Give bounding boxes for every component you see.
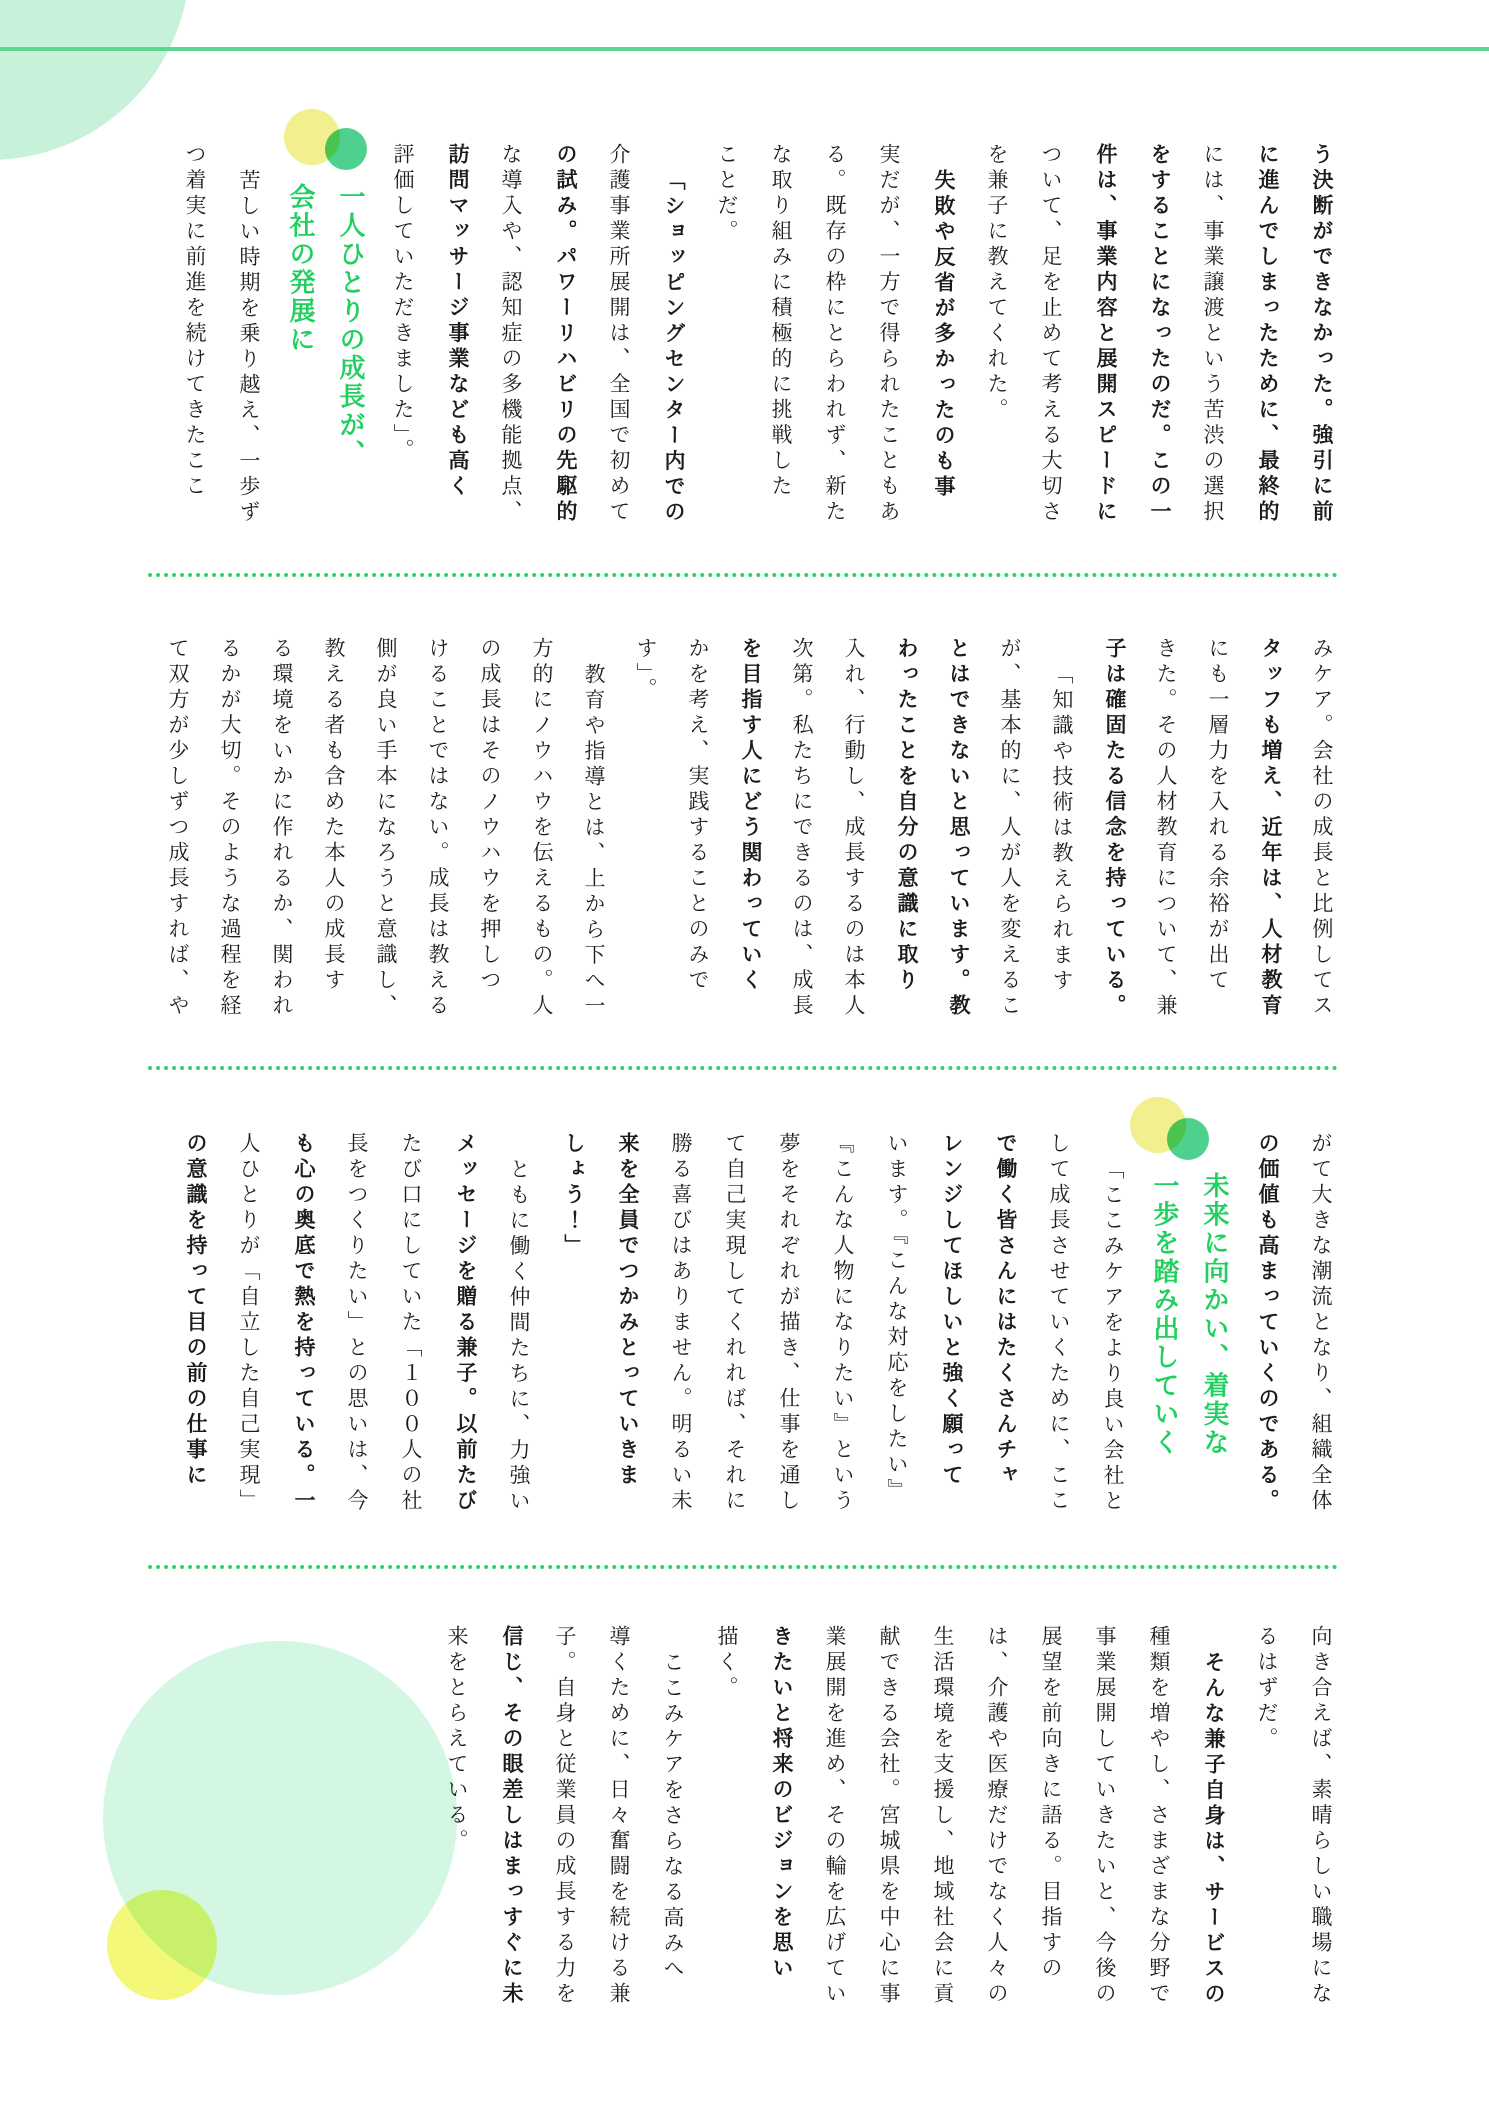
text-column: 側が良い手本になろうと意識し、 [374, 637, 398, 1020]
text-column: 苦しい時期を乗り越え、一歩ず [237, 169, 261, 526]
text-column: の価値も高まっていくのである。 [1256, 1132, 1279, 1515]
text-column: 導くために、日々奮闘を続ける兼 [607, 1625, 631, 2008]
text-column: タッフも増え、近年は、人材教育 [1259, 637, 1282, 1020]
text-column: わったことを自分の意識に取り [895, 637, 918, 994]
text-column: の成長はそのノウハウを押しつ [478, 637, 502, 994]
text-column: 来を全員でつかみとっていきま [616, 1132, 639, 1489]
text-column: う決断ができなかった。強引に前 [1310, 143, 1333, 526]
section-heading-line: 未来に向かい、着実な [1200, 1172, 1230, 1457]
text-column: 種類を増やし、さまざまな分野で [1147, 1625, 1171, 2008]
text-column: な導入や、認知症の多機能拠点、 [499, 143, 523, 526]
text-column: 献できる会社。宮城県を中心に事 [877, 1625, 901, 2008]
text-column: 夢をそれぞれが描き、仕事を通し [777, 1132, 801, 1515]
text-column: 「知識や技術は教えられます [1050, 663, 1074, 995]
text-column: 長をつくりたい」との思いは、今 [345, 1132, 369, 1515]
text-column: 来をとらえている。 [445, 1625, 469, 1855]
text-column: る。既存の枠にとらわれず、新た [823, 143, 847, 526]
text-column: 展望を前向きに語る。目指すの [1039, 1625, 1063, 1982]
text-band-3 [168, 1132, 1348, 1522]
text-column: の試み。パワーリハビリの先駆的 [554, 143, 577, 526]
text-column: が、基本的に、人が人を変えるこ [998, 637, 1022, 1020]
text-band-1 [168, 143, 1348, 533]
text-column: で働く皆さんにはたくさんチャ [994, 1132, 1017, 1489]
text-column: がて大きな潮流となり、組織全体 [1309, 1132, 1333, 1515]
text-column: 『こんな人物になりたい』という [831, 1132, 855, 1515]
text-column: 次第。私たちにできるのは、成長 [790, 637, 814, 1020]
text-column: ここみケアをさらなる高みへ [661, 1651, 685, 1983]
text-column: て自己実現してくれれば、それに [723, 1132, 747, 1515]
text-column: るはずだ。 [1255, 1625, 1279, 1753]
text-column: とはできないと思っています。教 [947, 637, 970, 1020]
text-column: けることではない。成長は教える [426, 637, 450, 1020]
section-heading-line: 会社の発展に [286, 183, 316, 354]
text-column: を兼子に教えてくれた。 [985, 143, 1009, 424]
bottom-left-yellow-circle [107, 1890, 217, 2000]
text-column: 訪問マッサージ事業なども高く [446, 143, 469, 500]
text-column: を目指す人にどう関わっていく [739, 637, 762, 994]
text-column: きたいと将来のビジョンを思い [770, 1625, 793, 1982]
section-divider-dotted [148, 1066, 1338, 1070]
text-column: も心の奥底で熱を持っている。一 [292, 1132, 315, 1515]
text-band-4 [430, 1625, 1348, 2015]
text-column: 教育や指導とは、上から下へ一 [582, 663, 606, 1020]
text-column: る環境をいかに作れるか、関われ [270, 637, 294, 1020]
text-column: 方的にノウハウを伝えるもの。人 [530, 637, 554, 1020]
text-column: 実だが、一方で得られたこともあ [877, 143, 901, 526]
text-column: 入れ、行動し、成長するのは本人 [842, 637, 866, 1020]
text-column: ともに働く仲間たちに、力強い [507, 1158, 531, 1515]
section-divider-dotted [148, 573, 1338, 577]
text-column: 向き合えば、素晴らしい職場にな [1309, 1625, 1333, 2008]
text-column: 「ショッピングセンター内での [662, 169, 685, 526]
text-column: には、事業譲渡という苦渋の選択 [1201, 143, 1225, 526]
text-column: な取り組みに積極的に挑戦した [769, 143, 793, 500]
text-column: 子。自身と従業員の成長する力を [553, 1625, 577, 2008]
text-column: 教える者も含めた本人の成長す [322, 637, 346, 994]
text-column: 件は、事業内容と展開スピードに [1094, 143, 1117, 526]
text-column: みケア。会社の成長と比例してス [1310, 637, 1334, 1020]
text-column: 失敗や反省が多かったのも事 [932, 169, 955, 501]
text-column: 信じ、その眼差しはまっすぐに未 [500, 1625, 523, 2008]
text-column: 介護事業所展開は、全国で初めて [607, 143, 631, 526]
text-column: 事業展開していきたいと、今後の [1093, 1625, 1117, 2008]
text-column: に進んでしまったために、最終的 [1256, 143, 1279, 526]
top-left-mint-circle [0, 0, 190, 160]
text-column: つ着実に前進を続けてきたここ [183, 143, 207, 500]
text-column: は、介護や医療だけでなく人々の [985, 1625, 1009, 2008]
section-divider-dotted [148, 1565, 1338, 1569]
text-column: 生活環境を支援し、地域社会に貢 [931, 1625, 955, 2008]
text-column: 評価していただきました」。 [391, 143, 415, 464]
text-column: の意識を持って目の前の仕事に [184, 1132, 207, 1489]
text-column: 描く。 [715, 1625, 739, 1702]
text-column: しょう！」 [562, 1132, 585, 1260]
text-column: ついて、足を止めて考える大切さ [1039, 143, 1063, 526]
text-column: して成長させていくために、ここ [1047, 1132, 1071, 1515]
text-column: きた。その人材教育について、兼 [1154, 637, 1178, 1020]
text-column: るかが大切。そのような過程を経 [218, 637, 242, 1020]
text-column: 子は確固たる信念を持っている。 [1103, 637, 1126, 1020]
text-column: そんな兼子自身は、サービスの [1202, 1651, 1225, 2008]
text-column: かを考え、実践することのみで [686, 637, 710, 994]
text-column: 勝る喜びはありません。明るい未 [669, 1132, 693, 1515]
text-column: ことだ。 [715, 143, 739, 245]
section-heading-line: 一歩を踏み出していく [1150, 1172, 1180, 1457]
text-band-2 [152, 637, 1348, 1027]
text-column: 人ひとりが「自立した自己実現」 [237, 1132, 261, 1515]
top-green-rule [0, 47, 1489, 51]
text-column: レンジしてほしいと強く願って [940, 1132, 963, 1489]
text-column: にも一層力を入れる余裕が出て [1206, 637, 1230, 994]
text-column: 「ここみケアをより良い会社と [1101, 1158, 1125, 1515]
text-column: て双方が少しずつ成長すれば、や [166, 637, 190, 1020]
text-column: メッセージを贈る兼子。以前たび [454, 1132, 477, 1515]
text-column: をすることになったのだ。この一 [1148, 143, 1171, 526]
text-column: います。『こんな対応をしたい』 [885, 1132, 909, 1504]
text-column: す」。 [634, 637, 658, 703]
text-column: たび口にしていた「１００人の社 [399, 1132, 423, 1515]
section-heading-line: 一人ひとりの成長が、 [336, 183, 366, 468]
text-column: 業展開を進め、その輪を広げてい [823, 1625, 847, 2008]
